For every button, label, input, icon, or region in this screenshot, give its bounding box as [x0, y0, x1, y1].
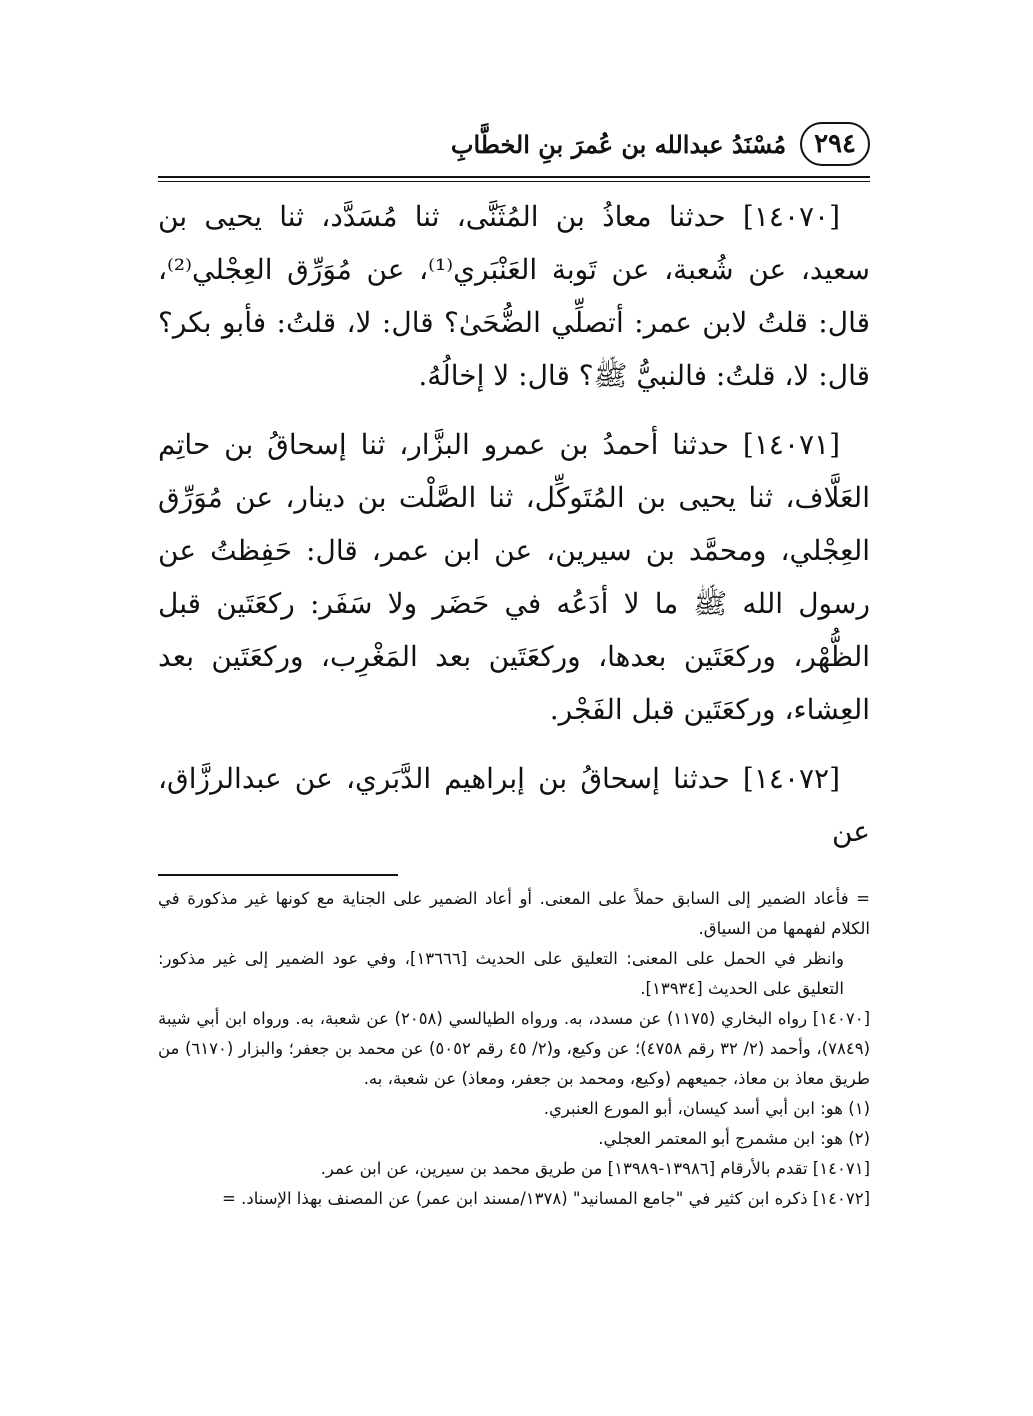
footnotes	[158, 884, 870, 1214]
footnote-1: (١) هو: ابن أبي أسد كيسان، أبو المورع العنبري.	[543, 1099, 870, 1118]
main-text	[158, 190, 870, 858]
hadith-14070: [١٤٠٧٠] حدثنا معاذُ بن المُثَنَّى، ثنا مُسَدَّد، ثنا يحيى بن سعيد، عن شُعبة، عن تَوبة العَنْبَري⁽¹⁾، عن مُوَرِّق العِجْلي⁽²⁾، قال: قلتُ لابن عمر: أتصلِّي الضُّحَىٰ؟ قال: لا، قلتُ: فأبو بكر؟ قال: لا، قلتُ: فالنبيُّ ﷺ؟ قال: لا إخالُهُ.	[158, 200, 870, 392]
footnote-2: (٢) هو: ابن مشمرج أبو المعتمر العجلي.	[598, 1129, 870, 1148]
running-header	[158, 118, 870, 170]
footnote-continuation: = فأعاد الضمير إلى السابق حملاً على المعنى. أو أعاد الضمير على الجناية مع كونها غير مذكورة في الكلام لفهمها من السياق.	[158, 889, 870, 938]
hadith-14071: [١٤٠٧١] حدثنا أحمدُ بن عمرو البزَّار، ثنا إسحاقُ بن حاتِم العَلَّاف، ثنا يحيى بن المُتَوكِّل، ثنا الصَّلْت بن دينار، عن مُوَرِّق العِجْلي، ومحمَّد بن سيرين، عن ابن عمر، قال: حَفِظتُ عن رسول الله ﷺ ما لا أدَعُه في حَضَر ولا سَفَر: ركعَتَين قبل الظُّهْر، وركعَتَين بعدها، وركعَتَين بعد المَغْرِب، وركعَتَين بعد العِشاء، وركعَتَين قبل الفَجْر.	[158, 428, 870, 726]
hadith-14072: [١٤٠٧٢] حدثنا إسحاقُ بن إبراهيم الدَّبَري، عن عبدالرزَّاق، عن	[158, 762, 870, 848]
footnote-14072: [١٤٠٧٢] ذكره ابن كثير في "جامع المسانيد" (١٣٧٨/مسند ابن عمر) عن المصنف بهذا الإسناد. =	[222, 1189, 870, 1208]
footnote-reference-note: وانظر في الحمل على المعنى: التعليق على الحديث [١٣٦٦٦]، وفي عود الضمير إلى غير مذكور: التعليق على الحديث [١٣٩٣٤].	[158, 949, 844, 998]
page	[158, 118, 870, 1214]
page-number: ٢٩٤	[800, 122, 870, 166]
footnote-separator	[158, 874, 398, 876]
header-title: مُسْنَدُ عبدالله بن عُمرَ بنِ الخطَّابِ	[450, 129, 787, 159]
header-rule	[158, 176, 870, 182]
footnote-14070: [١٤٠٧٠] رواه البخاري (١١٧٥) عن مسدد، به. ورواه الطيالسي (٢٠٥٨) عن شعبة، به. ورواه ابن أبي شيبة (٧٨٤٩)، وأحمد (٢/ ٣٢ رقم ٤٧٥٨)؛ عن وكيع، و(٢/ ٤٥ رقم ٥٠٥٢) عن محمد بن جعفر؛ والبزار (٦١٧٠) من طريق معاذ بن معاذ، جميعهم (وكيع، ومحمد بن جعفر، ومعاذ) عن شعبة، به.	[158, 1009, 870, 1088]
footnote-14071: [١٤٠٧١] تقدم بالأرقام [١٣٩٨٦-١٣٩٨٩] من طريق محمد بن سيرين، عن ابن عمر.	[320, 1159, 870, 1178]
